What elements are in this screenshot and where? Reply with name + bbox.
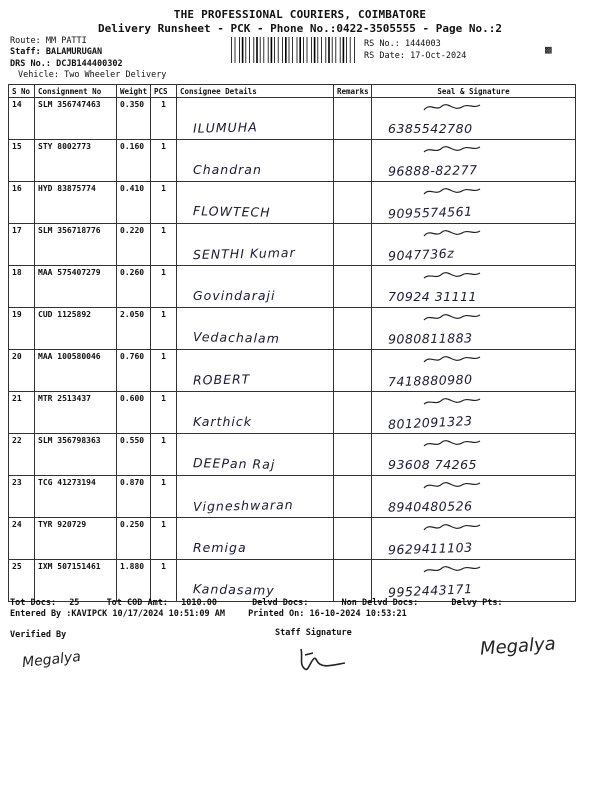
barcode-bar [256, 37, 258, 63]
signature-cell [372, 224, 576, 266]
consignee-cell [177, 350, 334, 392]
pcs-cell: 1 [151, 98, 177, 140]
right-signature: Megalya [479, 633, 557, 660]
drs-line [10, 59, 123, 70]
consignment-cell: TYR 920729 [35, 518, 117, 560]
weight-cell: 0.160 [117, 140, 151, 182]
consignee-cell [177, 266, 334, 308]
barcode-bar [354, 37, 355, 63]
sno-cell: 23 [9, 476, 35, 518]
consignment-cell: SLM 356798363 [35, 434, 117, 476]
table-row [9, 518, 576, 560]
signature-cell [372, 140, 576, 182]
signature-scribble [422, 562, 482, 576]
col-consignee: Consignee Details [177, 85, 334, 98]
consignment-cell: CUD 1125892 [35, 308, 117, 350]
remarks-cell [334, 140, 372, 182]
pcs-cell: 1 [151, 560, 177, 602]
sno-cell: 17 [9, 224, 35, 266]
consignee-cell [177, 560, 334, 602]
barcode-bar [328, 37, 330, 63]
signature-scribble [422, 268, 482, 282]
delvd-docs-label: Delvd Docs: [252, 598, 309, 608]
remarks-cell [334, 518, 372, 560]
barcode-bar [282, 37, 283, 63]
runsheet-subtitle: Delivery Runsheet - PCK - Phone No.:0422-3505555 - Page No.:2 [98, 22, 502, 35]
tot-docs-value: 25 [69, 598, 80, 608]
signature-phone: 8940480526 [387, 498, 473, 515]
signature-scribble [422, 184, 482, 198]
pcs-cell: 1 [151, 224, 177, 266]
printed-on: Printed On: 16-10-2024 10:53:21 [248, 609, 407, 619]
weight-cell: 0.410 [117, 182, 151, 224]
signature-scribble [422, 226, 482, 240]
weight-cell: 0.220 [117, 224, 151, 266]
remarks-cell [334, 308, 372, 350]
remarks-cell [334, 392, 372, 434]
signature-cell [372, 518, 576, 560]
route-value: MM PATTI [45, 36, 87, 46]
barcode-bar [239, 37, 240, 63]
barcode-bar [343, 37, 345, 63]
barcode-bar [317, 37, 318, 63]
barcode-bar [299, 37, 301, 63]
pcs-cell: 1 [151, 476, 177, 518]
table-row [9, 98, 576, 140]
remarks-cell [334, 98, 372, 140]
consignment-cell: TCG 41273194 [35, 476, 117, 518]
qr-code-icon: ▩ [545, 43, 552, 56]
sno-cell: 20 [9, 350, 35, 392]
remarks-cell [334, 182, 372, 224]
tot-docs-label: Tot Docs: [10, 598, 57, 608]
consignee-cell [177, 224, 334, 266]
signature-phone: 93608 74265 [388, 457, 478, 472]
delvy-pts-label: Delvy Pts: [451, 598, 503, 608]
signature-phone: 96888-82277 [387, 162, 478, 179]
sno-cell: 21 [9, 392, 35, 434]
pcs-cell: 1 [151, 350, 177, 392]
barcode-bar [249, 37, 250, 63]
consignee-cell [177, 98, 334, 140]
remarks-cell [334, 434, 372, 476]
barcode-bar [289, 37, 290, 63]
vehicle-line [18, 70, 166, 81]
consignee-cell [177, 434, 334, 476]
remarks-cell [334, 560, 372, 602]
barcode-bar [242, 37, 244, 63]
signature-phone: 9047736z [387, 245, 455, 264]
table-row [9, 308, 576, 350]
barcode-bar [253, 37, 254, 63]
table-row [9, 224, 576, 266]
barcode-bar [245, 37, 246, 63]
barcode-bar [350, 37, 351, 63]
barcode-bar [325, 37, 326, 63]
pcs-cell: 1 [151, 392, 177, 434]
signature-scribble [422, 436, 482, 450]
weight-cell: 0.760 [117, 350, 151, 392]
table-row [9, 182, 576, 224]
tot-cod-label: Tot COD Amt: [106, 598, 168, 608]
rs-date-value: 17-Oct-2024 [410, 51, 467, 61]
barcode-bar [260, 37, 261, 63]
drs-label: DRS No.: [10, 59, 51, 69]
consignee-cell [177, 182, 334, 224]
tot-cod-value: 1010.00 [181, 598, 217, 608]
company-title: THE PROFESSIONAL COURIERS, COIMBATORE [173, 8, 427, 21]
weight-cell: 0.260 [117, 266, 151, 308]
col-signature: Seal & Signature [372, 85, 576, 98]
signature-scribble [422, 394, 482, 408]
barcode-bar [311, 37, 312, 63]
staff-label: Staff: [10, 47, 41, 57]
signature-cell [372, 476, 576, 518]
signature-scribble [422, 142, 482, 156]
consignee-name: Kandasamy [192, 581, 275, 598]
barcode-bar [278, 37, 279, 63]
col-remarks: Remarks [334, 85, 372, 98]
barcode-bar [292, 37, 293, 63]
barcode-bar [297, 37, 298, 63]
barcode-bar [263, 37, 264, 63]
pcs-cell: 1 [151, 140, 177, 182]
weight-cell: 0.870 [117, 476, 151, 518]
consignee-name: Karthick [193, 414, 252, 429]
verified-by-label: Verified By [10, 630, 67, 640]
consignment-cell: SLM 356747463 [35, 98, 117, 140]
barcode-bar [274, 37, 275, 63]
staff-signature-scribble [293, 643, 353, 677]
col-consignment: Consignment No [35, 85, 117, 98]
weight-cell: 0.550 [117, 434, 151, 476]
consignee-cell [177, 308, 334, 350]
consignee-name: Chandran [193, 162, 262, 177]
route-line [10, 36, 87, 47]
table-row [9, 476, 576, 518]
consignee-name: Remiga [193, 540, 247, 555]
signature-scribble [422, 478, 482, 492]
sno-cell: 16 [9, 182, 35, 224]
entered-line [10, 609, 415, 619]
consignment-cell: STY 8002773 [35, 140, 117, 182]
rs-info [364, 38, 466, 62]
barcode-bar [332, 37, 333, 63]
weight-cell: 2.050 [117, 308, 151, 350]
rs-date-label: RS Date: [364, 51, 405, 61]
signature-scribble [422, 352, 482, 366]
consignment-cell: MAA 100580046 [35, 350, 117, 392]
sno-cell: 14 [9, 98, 35, 140]
weight-cell: 0.250 [117, 518, 151, 560]
signature-cell [372, 98, 576, 140]
runsheet-table [8, 84, 576, 602]
table-row [9, 266, 576, 308]
consignment-cell: IXM 507151461 [35, 560, 117, 602]
signature-phone: 9095574561 [387, 203, 473, 222]
consignee-cell [177, 518, 334, 560]
remarks-cell [334, 476, 372, 518]
remarks-cell [334, 350, 372, 392]
sno-cell: 15 [9, 140, 35, 182]
consignee-name: Vigneshwaran [192, 496, 294, 515]
weight-cell: 0.350 [117, 98, 151, 140]
pcs-cell: 1 [151, 434, 177, 476]
barcode-bar [235, 37, 236, 63]
rs-no-value: 1444003 [404, 39, 441, 49]
barcode-bar [285, 37, 287, 63]
vehicle-label: Vehicle: [18, 70, 59, 80]
consignment-cell: SLM 356718776 [35, 224, 117, 266]
route-label: Route: [10, 36, 41, 46]
signature-scribble [422, 100, 482, 114]
staff-value: BALAMURUGAN [45, 47, 103, 57]
entered-by: Entered By :KAVIPCK 10/17/2024 10:51:09 AM [10, 609, 225, 619]
table-row [9, 392, 576, 434]
remarks-cell [334, 224, 372, 266]
vehicle-value: Two Wheeler Delivery [64, 70, 167, 80]
table-header-row [9, 85, 576, 98]
pcs-cell: 1 [151, 308, 177, 350]
staff-signature-label: Staff Signature [275, 628, 352, 638]
sno-cell: 18 [9, 266, 35, 308]
barcode-image [230, 37, 358, 63]
consignee-name: Vedachalam [192, 329, 281, 346]
consignee-name: DEEPan Raj [192, 455, 276, 472]
sno-cell: 24 [9, 518, 35, 560]
barcode-bar [346, 37, 347, 63]
signature-scribble [422, 520, 482, 534]
drs-value: DCJB144400302 [56, 59, 123, 69]
remarks-cell [334, 266, 372, 308]
barcode-bar [321, 37, 322, 63]
consignee-cell [177, 476, 334, 518]
non-delvd-label: Non Delvd Docs: [341, 598, 419, 608]
signature-cell [372, 434, 576, 476]
signature-cell [372, 560, 576, 602]
sno-cell: 22 [9, 434, 35, 476]
barcode-bar [271, 37, 273, 63]
col-sno: S No [9, 85, 35, 98]
pcs-cell: 1 [151, 182, 177, 224]
barcode-bar [303, 37, 304, 63]
pcs-cell: 1 [151, 266, 177, 308]
signature-phone: 9629411103 [387, 539, 473, 558]
barcode-bar [314, 37, 316, 63]
pcs-cell: 1 [151, 518, 177, 560]
barcode-bar [231, 37, 232, 63]
consignment-cell: HYD 83875774 [35, 182, 117, 224]
consignee-name: Govindaraji [193, 288, 276, 303]
weight-cell: 0.600 [117, 392, 151, 434]
signature-scribble [422, 310, 482, 324]
consignee-cell [177, 392, 334, 434]
col-weight: Weight [117, 85, 151, 98]
consignee-name: ROBERT [192, 371, 251, 388]
barcode-bar [340, 37, 341, 63]
weight-cell: 1.880 [117, 560, 151, 602]
totals-line [10, 598, 511, 608]
signature-cell [372, 308, 576, 350]
signature-cell [372, 392, 576, 434]
signature-phone: 9952443171 [387, 581, 473, 600]
barcode-bar [268, 37, 269, 63]
signature-phone: 8012091323 [387, 413, 473, 432]
consignment-cell: MTR 2513437 [35, 392, 117, 434]
table-row [9, 140, 576, 182]
signature-phone: 9080811883 [387, 330, 473, 347]
signature-cell [372, 350, 576, 392]
consignment-cell: MAA 575407279 [35, 266, 117, 308]
barcode-bar [335, 37, 336, 63]
consignee-name: FLOWTECH [192, 203, 271, 220]
verified-signature: Megalya [21, 648, 82, 672]
col-pcs: PCS [151, 85, 177, 98]
table-row [9, 560, 576, 602]
signature-phone: 70924 31111 [388, 289, 478, 304]
signature-cell [372, 266, 576, 308]
sno-cell: 19 [9, 308, 35, 350]
signature-phone: 6385542780 [388, 121, 473, 136]
signature-cell [372, 182, 576, 224]
signature-phone: 7418880980 [387, 371, 473, 390]
sno-cell: 25 [9, 560, 35, 602]
staff-line [10, 47, 102, 58]
consignee-name: SENTHI Kumar [192, 244, 296, 263]
table-row [9, 350, 576, 392]
consignee-cell [177, 140, 334, 182]
barcode-bar [307, 37, 308, 63]
rs-no-label: RS No.: [364, 39, 400, 49]
consignee-name: ILUMUHA [192, 119, 258, 136]
table-row [9, 434, 576, 476]
